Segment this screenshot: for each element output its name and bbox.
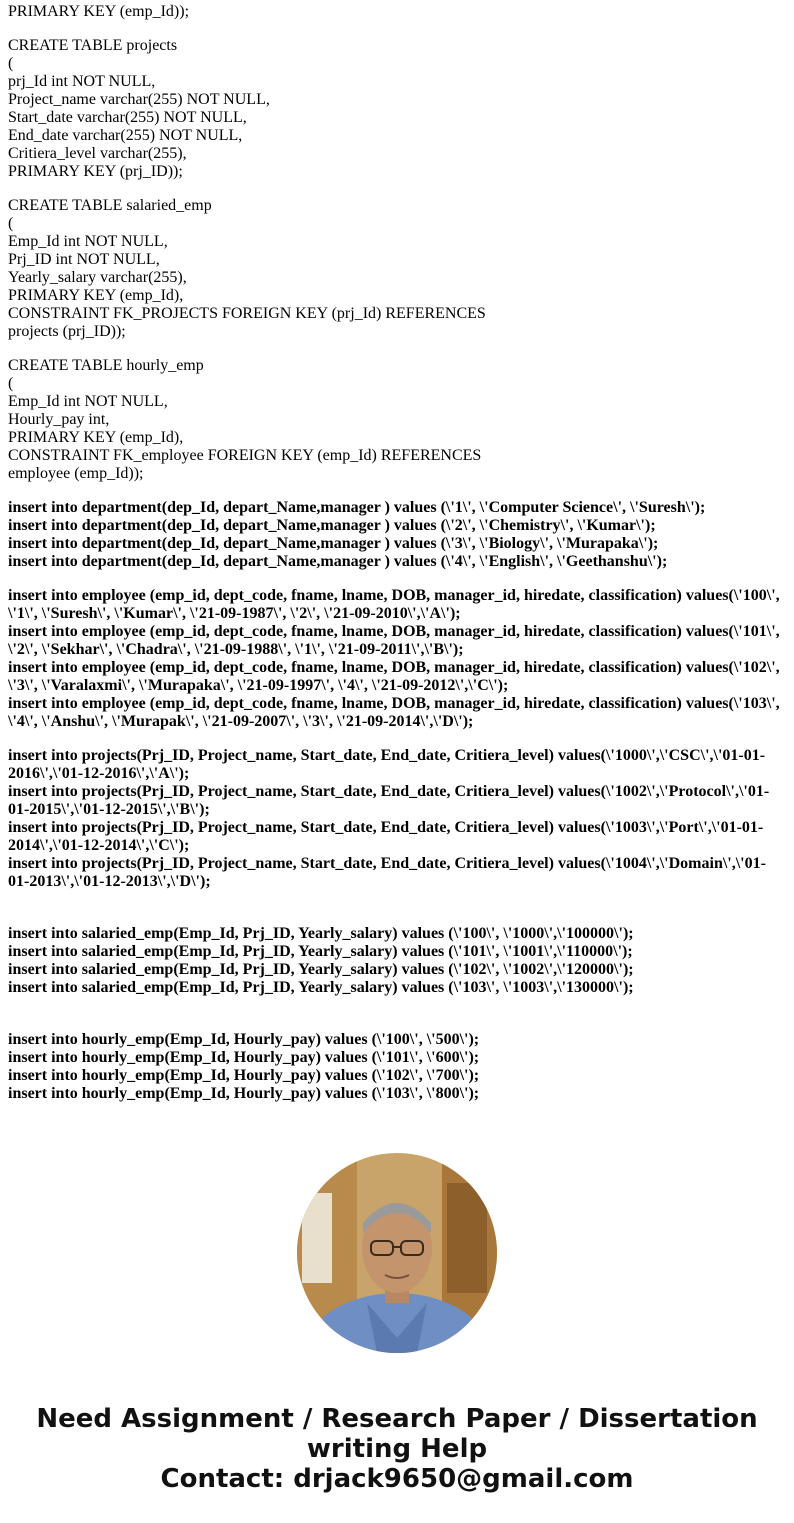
sql-line: Project_name varchar(255) NOT NULL, xyxy=(8,91,270,108)
sql-line: ( xyxy=(8,375,14,392)
sql-line: insert into department(dep_Id, depart_Name,manager ) values (\'2\', \'Chemistry\', \'Kumar\'); xyxy=(8,517,656,534)
sql-line: projects (prj_ID)); xyxy=(8,323,126,340)
create-table-block xyxy=(8,357,786,483)
sql-line: Start_date varchar(255) NOT NULL, xyxy=(8,109,247,126)
footer-contact: Contact: drjack9650@gmail.com xyxy=(160,1464,634,1494)
sql-line: insert into employee (emp_id, dept_code, fname, lname, DOB, manager_id, hiredate, classification) values(\'103\', \'4\', \'Anshu\', \'Murapak\', \'21-09-2007\', \'3\', \'21-09-2014\',\'D\'); xyxy=(8,695,784,730)
sql-line: CONSTRAINT FK_employee FOREIGN KEY (emp_Id) REFERENCES xyxy=(8,447,482,464)
sql-line: insert into department(dep_Id, depart_Name,manager ) values (\'4\', \'English\', \'Geethanshu\'); xyxy=(8,553,668,570)
sql-line: ( xyxy=(8,215,14,232)
sql-line: insert into salaried_emp(Emp_Id, Prj_ID, Yearly_salary) values (\'100\', \'1000\',\'100000\'); xyxy=(8,925,634,942)
sql-line: ( xyxy=(8,55,14,72)
sql-line: insert into salaried_emp(Emp_Id, Prj_ID, Yearly_salary) values (\'103\', \'1003\',\'130000\'); xyxy=(8,979,634,996)
footer-banner xyxy=(0,1404,794,1494)
sql-line: insert into salaried_emp(Emp_Id, Prj_ID, Yearly_salary) values (\'101\', \'1001\',\'110000\'); xyxy=(8,943,633,960)
sql-line: CREATE TABLE hourly_emp xyxy=(8,357,204,374)
sql-line: PRIMARY KEY (emp_Id), xyxy=(8,429,184,446)
sql-line: PRIMARY KEY (emp_Id), xyxy=(8,287,184,304)
sql-line: insert into hourly_emp(Emp_Id, Hourly_pay) values (\'100\', \'500\'); xyxy=(8,1031,480,1048)
author-avatar xyxy=(297,1153,497,1353)
sql-line: CREATE TABLE salaried_emp xyxy=(8,197,212,214)
department-inserts xyxy=(8,499,786,571)
sql-line: prj_Id int NOT NULL, xyxy=(8,73,156,90)
footer-line-1: Need Assignment / Research Paper / Dissertation xyxy=(36,1404,758,1434)
sql-line: insert into projects(Prj_ID, Project_name, Start_date, End_date, Critiera_level) values(\'1004\',\'Domain\',\'01-01-2013\',\'01-12-2013\',\'D\'); xyxy=(8,855,766,890)
sql-line: CREATE TABLE projects xyxy=(8,37,178,54)
sql-line: employee (emp_Id)); xyxy=(8,465,144,482)
sql-line: Emp_Id int NOT NULL, xyxy=(8,233,168,250)
sql-line: insert into hourly_emp(Emp_Id, Hourly_pay) values (\'102\', \'700\'); xyxy=(8,1067,480,1084)
sql-line: End_date varchar(255) NOT NULL, xyxy=(8,127,243,144)
sql-line: PRIMARY KEY (prj_ID)); xyxy=(8,163,183,180)
sql-line: insert into employee (emp_id, dept_code, fname, lname, DOB, manager_id, hiredate, classification) values(\'101\', \'2\', \'Sekhar\', \'Chadra\', \'21-09-1988\', \'1\', \'21-09-2011\',\'B\'); xyxy=(8,623,784,658)
sql-line: insert into projects(Prj_ID, Project_name, Start_date, End_date, Critiera_level) values(\'1003\',\'Port\',\'01-01-2014\',\'01-12-2014\',\'C\'); xyxy=(8,819,764,854)
create-table-block xyxy=(8,37,786,181)
sql-line: insert into projects(Prj_ID, Project_name, Start_date, End_date, Critiera_level) values(\'1000\',\'CSC\',\'01-01-2016\',\'01-12-2016\',\'A\'); xyxy=(8,747,766,782)
sql-line: insert into hourly_emp(Emp_Id, Hourly_pay) values (\'101\', \'600\'); xyxy=(8,1049,480,1066)
sql-line: insert into salaried_emp(Emp_Id, Prj_ID, Yearly_salary) values (\'102\', \'1002\',\'120000\'); xyxy=(8,961,634,978)
create-table-statements xyxy=(8,3,786,483)
employee-inserts xyxy=(8,587,786,731)
sql-line: Critiera_level varchar(255), xyxy=(8,145,187,162)
sql-line: Yearly_salary varchar(255), xyxy=(8,269,187,286)
sql-line: insert into hourly_emp(Emp_Id, Hourly_pay) values (\'103\', \'800\'); xyxy=(8,1085,480,1102)
create-table-block xyxy=(8,197,786,341)
sql-line: insert into employee (emp_id, dept_code, fname, lname, DOB, manager_id, hiredate, classification) values(\'102\', \'3\', \'Varalaxmi\', \'Murapaka\', \'21-09-1997\', \'4\', \'21-09-2012\',\'C\'); xyxy=(8,659,784,694)
sql-line: insert into department(dep_Id, depart_Name,manager ) values (\'3\', \'Biology\', \'Murapaka\'); xyxy=(8,535,659,552)
sql-line: Emp_Id int NOT NULL, xyxy=(8,393,168,410)
sql-line: insert into projects(Prj_ID, Project_name, Start_date, End_date, Critiera_level) values(\'1002\',\'Protocol\',\'01-01-2015\',\'01-12-2015\',\'B\'); xyxy=(8,783,770,818)
sql-document xyxy=(8,3,786,1119)
sql-line: CONSTRAINT FK_PROJECTS FOREIGN KEY (prj_Id) REFERENCES xyxy=(8,305,486,322)
salaried-emp-inserts xyxy=(8,925,786,997)
create-table-block xyxy=(8,3,786,21)
footer-line-2: writing Help xyxy=(306,1434,488,1464)
projects-inserts xyxy=(8,747,786,891)
sql-line: insert into department(dep_Id, depart_Name,manager ) values (\'1\', \'Computer Science\', \'Suresh\'); xyxy=(8,499,706,516)
hourly-emp-inserts xyxy=(8,1031,786,1103)
author-portrait-image xyxy=(297,1153,497,1353)
sql-line: PRIMARY KEY (emp_Id)); xyxy=(8,3,190,20)
sql-line: Hourly_pay int, xyxy=(8,411,110,428)
sql-line: Prj_ID int NOT NULL, xyxy=(8,251,160,268)
sql-line: insert into employee (emp_id, dept_code, fname, lname, DOB, manager_id, hiredate, classification) values(\'100\', \'1\', \'Suresh\', \'Kumar\', \'21-09-1987\', \'2\', \'21-09-2010\',\'A\'); xyxy=(8,587,784,622)
